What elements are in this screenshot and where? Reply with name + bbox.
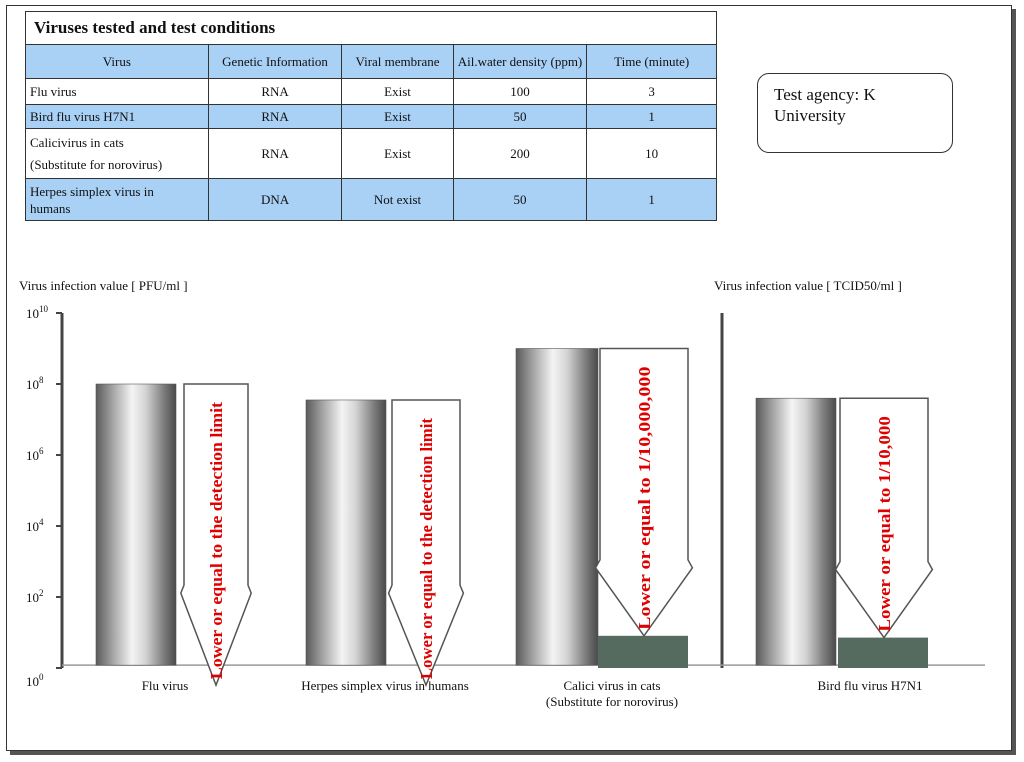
cell-time: 10 — [587, 129, 717, 179]
cell-density: 200 — [453, 129, 587, 179]
cell-time: 1 — [587, 179, 717, 221]
arrow-label: Lower or equal to the detection limit — [207, 414, 226, 680]
y-tick-label: $10^{10}$ — [26, 304, 48, 321]
cell-virus-line2: (Substitute for norovirus) — [30, 156, 163, 172]
arrow-label: Lower or equal to 1/10,000,000 — [635, 406, 654, 630]
y-tick-label: $10^4$ — [26, 517, 44, 534]
cell-membrane: Exist — [342, 105, 453, 129]
bar-after-residual — [598, 636, 688, 668]
x-category-label-line2: (Substitute for norovirus) — [545, 694, 679, 709]
x-category-label: Flu virus — [141, 678, 189, 693]
cell-membrane: Not exist — [342, 179, 453, 221]
bar-before — [516, 349, 598, 666]
arrow-label: Lower or equal to 1/10,000 — [875, 438, 894, 632]
table-title: Viruses tested and test conditions — [26, 12, 717, 45]
cell-genetic: RNA — [208, 79, 342, 105]
bar-after-residual — [838, 638, 928, 668]
x-category-label: Calici virus in cats — [563, 678, 661, 693]
bar-before — [96, 384, 176, 665]
y-axis-label-left: Virus infection value [ PFU/ml ] — [19, 278, 188, 293]
cell-density: 50 — [453, 105, 587, 129]
test-agency-box: Test agency: K University — [757, 73, 953, 153]
header-time: Time (minute) — [587, 45, 717, 79]
header-density: Ail.water density (ppm) — [453, 45, 587, 79]
y-tick-label: $10^2$ — [26, 588, 44, 605]
bar-before — [756, 398, 836, 665]
x-category-label: Herpes simplex virus in humans — [301, 678, 469, 693]
cell-density: 100 — [453, 79, 587, 105]
cell-membrane: Exist — [342, 129, 453, 179]
y-tick-label: $10^8$ — [26, 375, 44, 392]
cell-virus-line2: humans — [30, 200, 71, 216]
cell-virus-line1: Calicivirus in cats — [30, 134, 124, 150]
cell-genetic: DNA — [208, 179, 342, 221]
cell-time: 3 — [587, 79, 717, 105]
cell-genetic: RNA — [208, 105, 342, 129]
header-membrane: Viral membrane — [342, 45, 453, 79]
cell-virus: Flu virus — [26, 79, 209, 105]
cell-time: 1 — [587, 105, 717, 129]
cell-virus-line1: Herpes simplex virus in — [30, 183, 154, 199]
cell-genetic: RNA — [208, 129, 342, 179]
cell-density: 50 — [453, 179, 587, 221]
x-category-label: Bird flu virus H7N1 — [817, 678, 923, 693]
header-virus: Virus — [26, 45, 209, 79]
y-axis-label-right: Virus infection value [ TCID50/ml ] — [714, 278, 902, 293]
y-tick-label: $10^6$ — [26, 446, 44, 463]
y-tick-label: $10^0$ — [26, 672, 44, 689]
arrow-label: Lower or equal to the detection limit — [417, 414, 436, 680]
cell-virus: Bird flu virus H7N1 — [26, 105, 209, 129]
bar-before — [306, 400, 386, 665]
cell-membrane: Exist — [342, 79, 453, 105]
header-genetic: Genetic Information — [208, 45, 342, 79]
